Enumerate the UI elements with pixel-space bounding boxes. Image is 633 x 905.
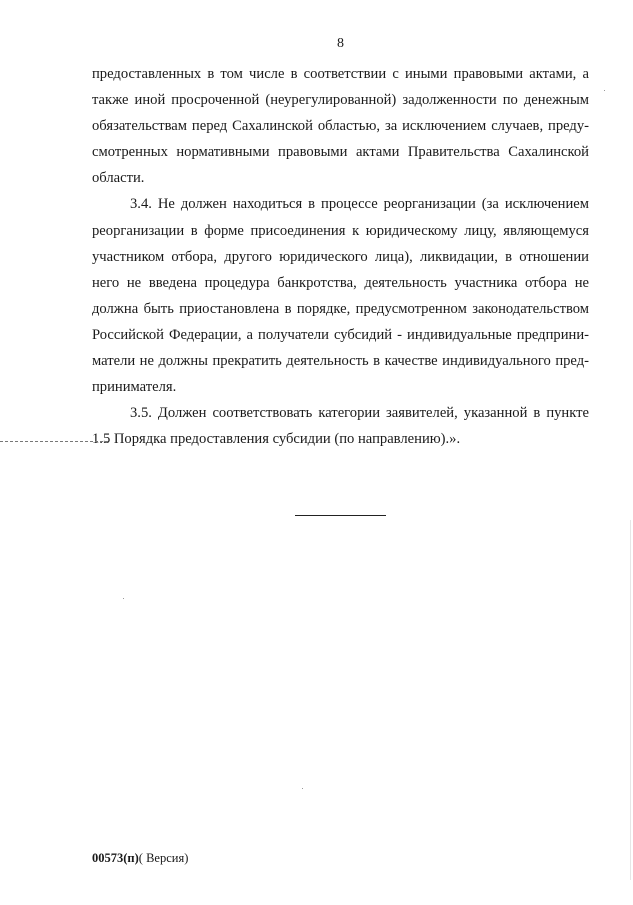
scan-speck (302, 788, 303, 789)
text-line: участником отбора, другого юридического лица), ликвидации, в отношении (92, 248, 589, 265)
text-line: принимателя. (92, 379, 177, 396)
text-line: 1.5 Порядка предоставления субсидии (по направлению).». (92, 431, 461, 448)
scan-speck (123, 598, 124, 599)
document-code: 00573(п) (92, 851, 139, 865)
scan-speck (604, 90, 605, 91)
text-line: реорганизации в форме присоединения к юридическому лицу, являющемуся (92, 222, 589, 239)
page-number: 8 (337, 36, 344, 51)
paragraph-3-4-first-line: 3.4. Не должен находиться в процессе реорганизации (за исключением (130, 196, 589, 213)
text-line: предоставленных в том числе в соответствии с иными правовыми актами, а (92, 66, 589, 82)
text-line: Российской Федерации, а получатели субсидий - индивидуальные предприни- (92, 326, 589, 343)
text-line: также иной просроченной (неурегулированной) задолженности по денежным (92, 92, 589, 109)
text-line: обязательствам перед Сахалинской областью, за исключением случаев, преду- (92, 118, 589, 135)
scan-artifact-line (0, 441, 108, 442)
text-line: него не введена процедура банкротства, деятельность участника отбора не (92, 274, 589, 291)
body-text (92, 61, 589, 452)
scan-edge (630, 520, 631, 880)
text-line: должна быть приостановлена в порядке, предусмотренном законодательством (92, 300, 589, 317)
text-line: смотренных нормативными правовыми актами Правительства Сахалинской (92, 144, 589, 161)
text-line: матели не должны прекратить деятельность в качестве индивидуального пред- (92, 353, 589, 370)
footer-document-code (92, 851, 188, 866)
document-version: ( Версия) (138, 851, 189, 865)
separator-line (295, 515, 386, 516)
text-line: области. (92, 170, 145, 187)
paragraph-3-5-first-line: 3.5. Должен соответствовать категории заявителей, указанной в пункте (130, 405, 589, 422)
